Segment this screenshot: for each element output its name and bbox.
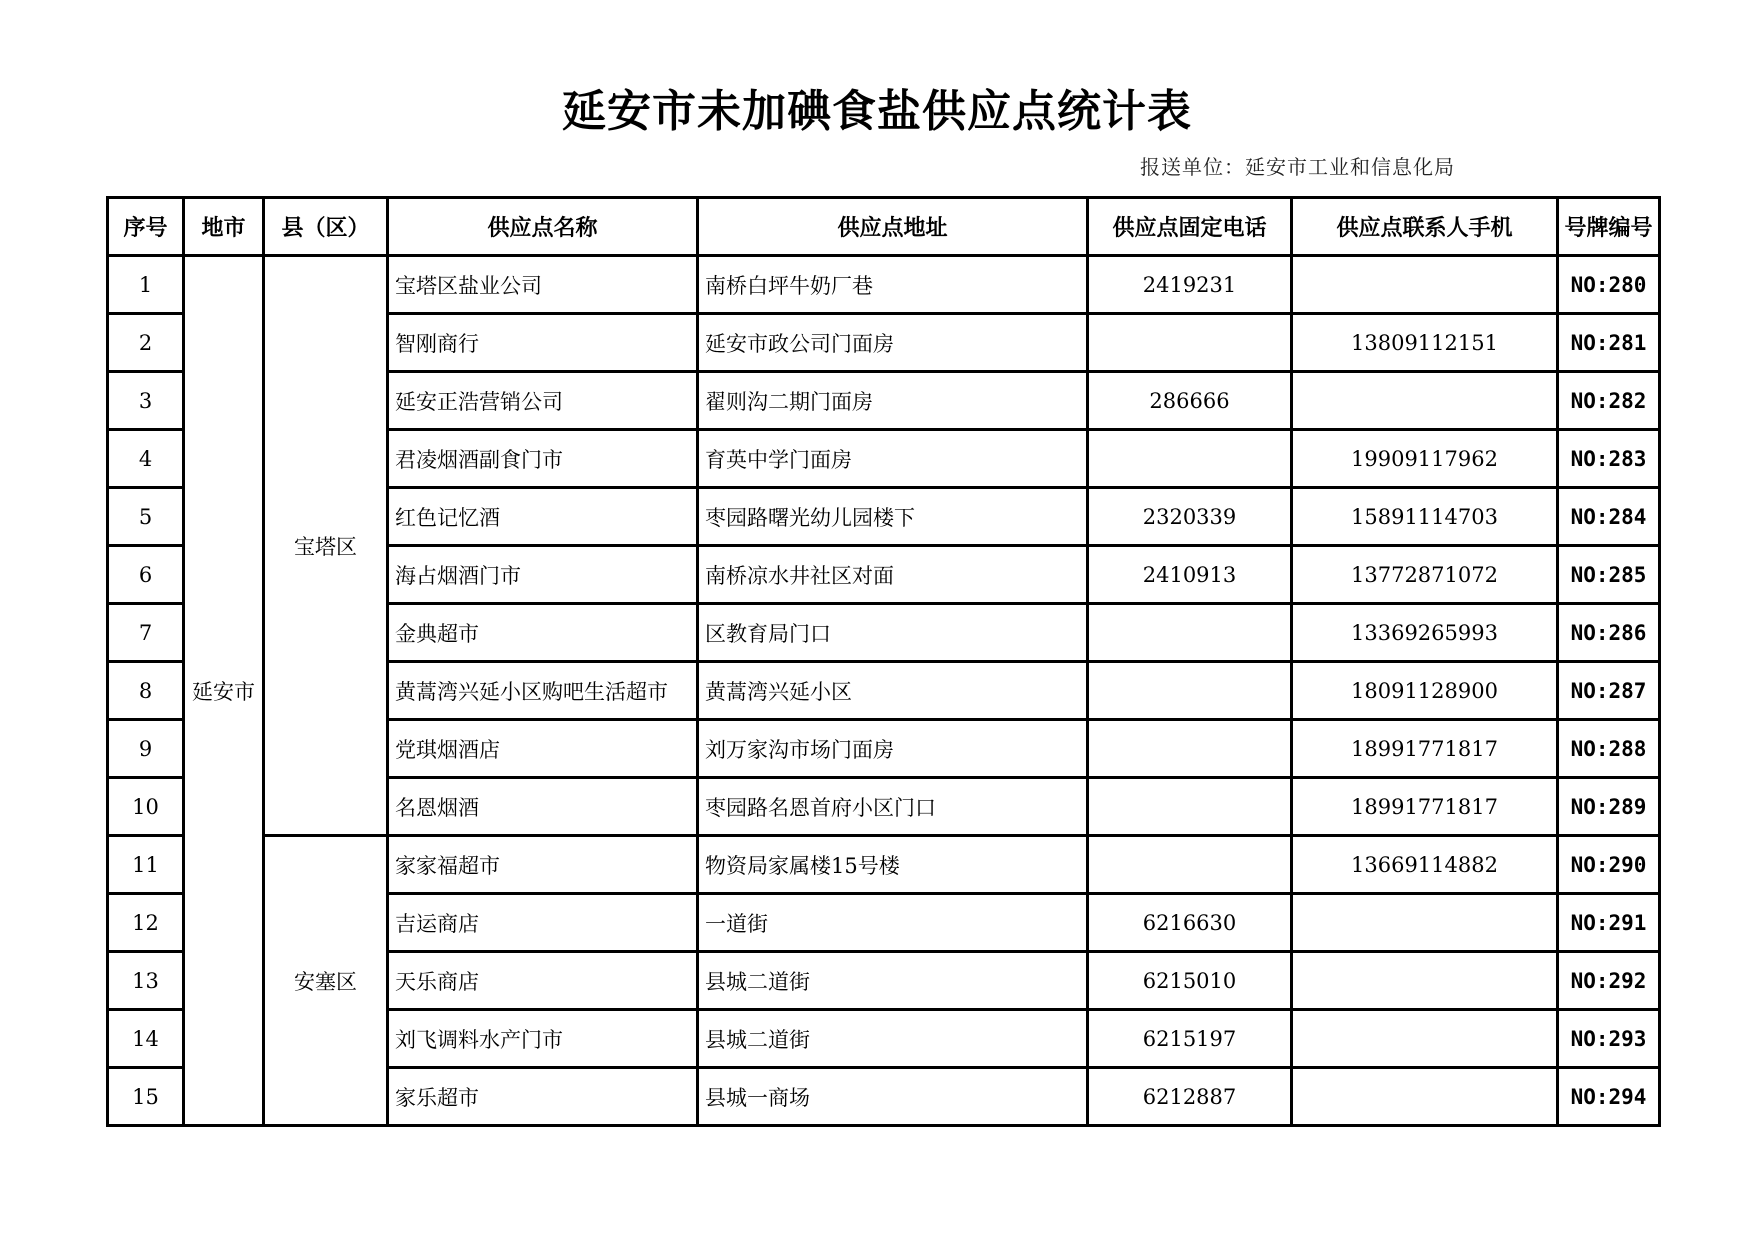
supply-point-address: 南桥凉水井社区对面 xyxy=(698,546,1088,604)
row-number: 12 xyxy=(108,894,184,952)
plate-number: NO:281 xyxy=(1558,314,1660,372)
supply-point-name: 海占烟酒门市 xyxy=(388,546,698,604)
supply-point-address: 县城一商场 xyxy=(698,1068,1088,1126)
supply-point-name: 刘飞调料水产门市 xyxy=(388,1010,698,1068)
landline-phone: 6215010 xyxy=(1088,952,1292,1010)
contact-mobile xyxy=(1292,1010,1558,1068)
contact-mobile xyxy=(1292,1068,1558,1126)
landline-phone: 286666 xyxy=(1088,372,1292,430)
row-number: 11 xyxy=(108,836,184,894)
district-cell: 宝塔区 xyxy=(264,256,388,836)
supply-point-address: 枣园路曙光幼儿园楼下 xyxy=(698,488,1088,546)
contact-mobile xyxy=(1292,894,1558,952)
supply-point-name: 延安正浩营销公司 xyxy=(388,372,698,430)
plate-number: NO:283 xyxy=(1558,430,1660,488)
row-number: 6 xyxy=(108,546,184,604)
row-number: 10 xyxy=(108,778,184,836)
landline-phone: 2320339 xyxy=(1088,488,1292,546)
supply-point-name: 宝塔区盐业公司 xyxy=(388,256,698,314)
supply-point-address: 育英中学门面房 xyxy=(698,430,1088,488)
row-number: 2 xyxy=(108,314,184,372)
header-row xyxy=(108,198,1660,256)
plate-number: NO:290 xyxy=(1558,836,1660,894)
plate-number: NO:282 xyxy=(1558,372,1660,430)
supply-point-address: 物资局家属楼15号楼 xyxy=(698,836,1088,894)
plate-number: NO:294 xyxy=(1558,1068,1660,1126)
contact-mobile: 15891114703 xyxy=(1292,488,1558,546)
row-number: 13 xyxy=(108,952,184,1010)
supply-point-address: 刘万家沟市场门面房 xyxy=(698,720,1088,778)
supply-point-name: 天乐商店 xyxy=(388,952,698,1010)
supply-point-name: 家乐超市 xyxy=(388,1068,698,1126)
supply-point-address: 黄蒿湾兴延小区 xyxy=(698,662,1088,720)
supply-point-name: 家家福超市 xyxy=(388,836,698,894)
supply-point-name: 名恩烟酒 xyxy=(388,778,698,836)
district-cell: 安塞区 xyxy=(264,836,388,1126)
header-plate: 号牌编号 xyxy=(1558,198,1660,256)
landline-phone xyxy=(1088,430,1292,488)
landline-phone xyxy=(1088,836,1292,894)
supply-point-address: 县城二道街 xyxy=(698,952,1088,1010)
supply-point-address: 延安市政公司门面房 xyxy=(698,314,1088,372)
supply-point-name: 金典超市 xyxy=(388,604,698,662)
contact-mobile: 13809112151 xyxy=(1292,314,1558,372)
plate-number: NO:280 xyxy=(1558,256,1660,314)
contact-mobile xyxy=(1292,952,1558,1010)
plate-number: NO:288 xyxy=(1558,720,1660,778)
contact-mobile: 19909117962 xyxy=(1292,430,1558,488)
landline-phone xyxy=(1088,604,1292,662)
supply-point-name: 党琪烟酒店 xyxy=(388,720,698,778)
supply-point-address: 区教育局门口 xyxy=(698,604,1088,662)
supply-point-name: 红色记忆酒 xyxy=(388,488,698,546)
row-number: 9 xyxy=(108,720,184,778)
contact-mobile: 13669114882 xyxy=(1292,836,1558,894)
contact-mobile xyxy=(1292,256,1558,314)
landline-phone xyxy=(1088,314,1292,372)
supply-point-address: 一道街 xyxy=(698,894,1088,952)
header-mobile: 供应点联系人手机 xyxy=(1292,198,1558,256)
page-title: 延安市未加碘食盐供应点统计表 xyxy=(562,86,1192,137)
supply-point-address: 南桥白坪牛奶厂巷 xyxy=(698,256,1088,314)
supply-point-name: 智刚商行 xyxy=(388,314,698,372)
header-city: 地市 xyxy=(184,198,264,256)
city-cell: 延安市 xyxy=(184,256,264,1126)
plate-number: NO:285 xyxy=(1558,546,1660,604)
landline-phone xyxy=(1088,720,1292,778)
landline-phone xyxy=(1088,778,1292,836)
table-row xyxy=(108,836,1660,894)
contact-mobile xyxy=(1292,372,1558,430)
header-num: 序号 xyxy=(108,198,184,256)
supply-point-address: 翟则沟二期门面房 xyxy=(698,372,1088,430)
contact-mobile: 13369265993 xyxy=(1292,604,1558,662)
landline-phone: 6212887 xyxy=(1088,1068,1292,1126)
row-number: 7 xyxy=(108,604,184,662)
plate-number: NO:286 xyxy=(1558,604,1660,662)
contact-mobile: 18991771817 xyxy=(1292,778,1558,836)
row-number: 15 xyxy=(108,1068,184,1126)
plate-number: NO:293 xyxy=(1558,1010,1660,1068)
contact-mobile: 18991771817 xyxy=(1292,720,1558,778)
supply-point-name: 黄蒿湾兴延小区购吧生活超市 xyxy=(388,662,698,720)
plate-number: NO:284 xyxy=(1558,488,1660,546)
landline-phone xyxy=(1088,662,1292,720)
header-address: 供应点地址 xyxy=(698,198,1088,256)
plate-number: NO:291 xyxy=(1558,894,1660,952)
supply-point-table xyxy=(106,196,1661,1127)
row-number: 1 xyxy=(108,256,184,314)
reporting-unit: 报送单位：延安市工业和信息化局 xyxy=(1140,155,1455,179)
header-name: 供应点名称 xyxy=(388,198,698,256)
supply-point-name: 君凌烟酒副食门市 xyxy=(388,430,698,488)
landline-phone: 6216630 xyxy=(1088,894,1292,952)
plate-number: NO:287 xyxy=(1558,662,1660,720)
row-number: 8 xyxy=(108,662,184,720)
row-number: 3 xyxy=(108,372,184,430)
plate-number: NO:292 xyxy=(1558,952,1660,1010)
landline-phone: 2410913 xyxy=(1088,546,1292,604)
contact-mobile: 13772871072 xyxy=(1292,546,1558,604)
row-number: 4 xyxy=(108,430,184,488)
supply-point-name: 吉运商店 xyxy=(388,894,698,952)
row-number: 14 xyxy=(108,1010,184,1068)
contact-mobile: 18091128900 xyxy=(1292,662,1558,720)
landline-phone: 2419231 xyxy=(1088,256,1292,314)
header-phone: 供应点固定电话 xyxy=(1088,198,1292,256)
header-district: 县（区） xyxy=(264,198,388,256)
table-row xyxy=(108,256,1660,314)
supply-point-address: 县城二道街 xyxy=(698,1010,1088,1068)
row-number: 5 xyxy=(108,488,184,546)
landline-phone: 6215197 xyxy=(1088,1010,1292,1068)
supply-point-address: 枣园路名恩首府小区门口 xyxy=(698,778,1088,836)
plate-number: NO:289 xyxy=(1558,778,1660,836)
